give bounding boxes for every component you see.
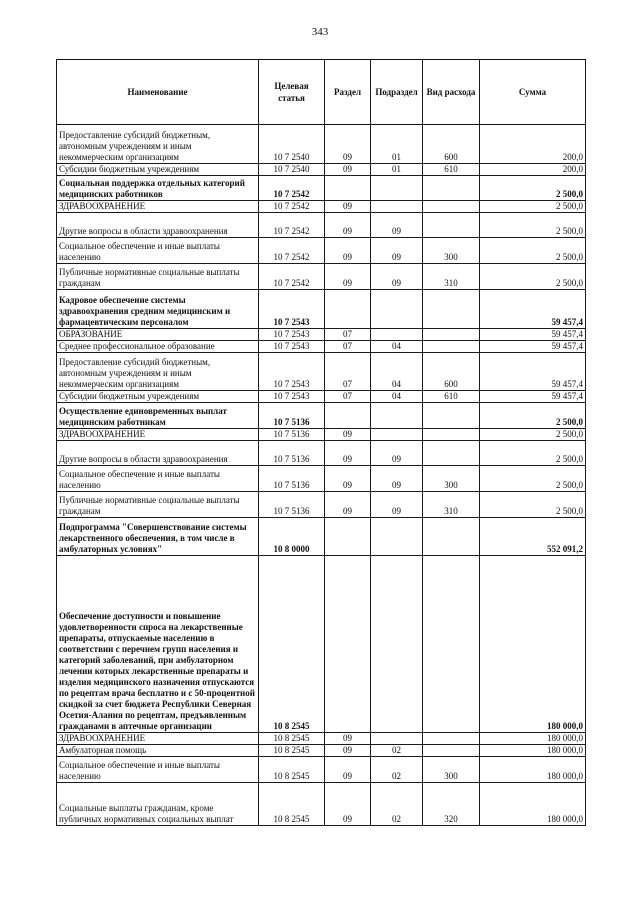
header-subsection: Подраздел bbox=[371, 60, 423, 125]
cell-subsection: 09 bbox=[371, 492, 423, 518]
table-row bbox=[57, 429, 586, 441]
cell-name: Предоставление субсидий бюджетным, автономным учреждениям и иным некоммерческим организациям bbox=[57, 353, 259, 391]
cell-expense-kind bbox=[423, 176, 480, 201]
table-row bbox=[57, 264, 586, 290]
table-row bbox=[57, 518, 586, 556]
header-section: Раздел bbox=[325, 60, 371, 125]
cell-expense-kind bbox=[423, 341, 480, 353]
cell-sum: 2 500,0 bbox=[480, 429, 586, 441]
cell-name: Субсидии бюджетным учреждениям bbox=[57, 164, 259, 176]
cell-section: 09 bbox=[325, 757, 371, 783]
cell-expense-kind: 300 bbox=[423, 238, 480, 264]
cell-expense-kind bbox=[423, 290, 480, 329]
header-target-article: Целевая статья bbox=[259, 60, 325, 125]
cell-section: 09 bbox=[325, 783, 371, 826]
cell-sum: 180 000,0 bbox=[480, 733, 586, 745]
cell-expense-kind bbox=[423, 201, 480, 213]
cell-sum: 552 091,2 bbox=[480, 518, 586, 556]
cell-section: 07 bbox=[325, 391, 371, 403]
cell-subsection: 09 bbox=[371, 466, 423, 492]
cell-section: 09 bbox=[325, 238, 371, 264]
cell-section: 09 bbox=[325, 733, 371, 745]
cell-subsection: 09 bbox=[371, 264, 423, 290]
cell-section: 09 bbox=[325, 213, 371, 238]
cell-expense-kind bbox=[423, 556, 480, 733]
cell-expense-kind: 610 bbox=[423, 164, 480, 176]
cell-name: Другие вопросы в области здравоохранения bbox=[57, 441, 259, 466]
cell-target-article: 10 7 5136 bbox=[259, 441, 325, 466]
cell-expense-kind: 300 bbox=[423, 466, 480, 492]
cell-target-article: 10 8 2545 bbox=[259, 745, 325, 757]
cell-sum: 59 457,4 bbox=[480, 290, 586, 329]
cell-expense-kind bbox=[423, 745, 480, 757]
cell-name: Подпрограмма "Совершенствование системы лекарственного обеспечения, в том числе в амбулаторных условиях" bbox=[57, 518, 259, 556]
cell-name: Социальная поддержка отдельных категорий медицинских работников bbox=[57, 176, 259, 201]
cell-sum: 2 500,0 bbox=[480, 492, 586, 518]
cell-expense-kind: 310 bbox=[423, 264, 480, 290]
cell-section: 09 bbox=[325, 492, 371, 518]
cell-section bbox=[325, 518, 371, 556]
cell-section: 07 bbox=[325, 353, 371, 391]
table-row bbox=[57, 201, 586, 213]
cell-section: 09 bbox=[325, 125, 371, 164]
cell-name: Социальное обеспечение и иные выплаты населению bbox=[57, 466, 259, 492]
table-row bbox=[57, 329, 586, 341]
cell-expense-kind bbox=[423, 441, 480, 466]
cell-subsection bbox=[371, 329, 423, 341]
cell-sum: 2 500,0 bbox=[480, 213, 586, 238]
cell-expense-kind: 600 bbox=[423, 353, 480, 391]
cell-target-article: 10 7 2543 bbox=[259, 341, 325, 353]
cell-sum: 200,0 bbox=[480, 125, 586, 164]
table-row bbox=[57, 238, 586, 264]
cell-name: Кадровое обеспечение системы здравоохранения средним медицинским и фармацевтическим персоналом bbox=[57, 290, 259, 329]
cell-name: Публичные нормативные социальные выплаты гражданам bbox=[57, 264, 259, 290]
cell-sum: 2 500,0 bbox=[480, 176, 586, 201]
cell-subsection: 01 bbox=[371, 125, 423, 164]
table-row bbox=[57, 353, 586, 391]
cell-name: Публичные нормативные социальные выплаты гражданам bbox=[57, 492, 259, 518]
cell-target-article: 10 7 2543 bbox=[259, 391, 325, 403]
cell-subsection: 02 bbox=[371, 783, 423, 826]
cell-target-article: 10 8 2545 bbox=[259, 757, 325, 783]
table-header-row bbox=[57, 60, 586, 125]
cell-subsection bbox=[371, 290, 423, 329]
cell-target-article: 10 7 5136 bbox=[259, 403, 325, 429]
cell-subsection: 09 bbox=[371, 441, 423, 466]
cell-target-article: 10 7 2542 bbox=[259, 176, 325, 201]
cell-target-article: 10 7 2540 bbox=[259, 125, 325, 164]
table-row bbox=[57, 556, 586, 733]
cell-target-article: 10 8 2545 bbox=[259, 783, 325, 826]
cell-expense-kind: 600 bbox=[423, 125, 480, 164]
cell-section: 09 bbox=[325, 466, 371, 492]
cell-target-article: 10 7 2542 bbox=[259, 201, 325, 213]
table-row bbox=[57, 176, 586, 201]
cell-target-article: 10 7 2540 bbox=[259, 164, 325, 176]
table-row bbox=[57, 466, 586, 492]
table-row bbox=[57, 213, 586, 238]
cell-section: 07 bbox=[325, 341, 371, 353]
cell-subsection bbox=[371, 518, 423, 556]
cell-expense-kind bbox=[423, 518, 480, 556]
cell-subsection bbox=[371, 429, 423, 441]
cell-section bbox=[325, 556, 371, 733]
cell-name: Среднее профессиональное образование bbox=[57, 341, 259, 353]
cell-subsection bbox=[371, 733, 423, 745]
budget-table bbox=[56, 59, 586, 826]
table-row bbox=[57, 745, 586, 757]
cell-sum: 59 457,4 bbox=[480, 341, 586, 353]
table-row bbox=[57, 441, 586, 466]
cell-expense-kind: 610 bbox=[423, 391, 480, 403]
cell-section: 09 bbox=[325, 201, 371, 213]
cell-target-article: 10 7 5136 bbox=[259, 466, 325, 492]
cell-name: Предоставление субсидий бюджетным, автономным учреждениям и иным некоммерческим организациям bbox=[57, 125, 259, 164]
cell-target-article: 10 7 5136 bbox=[259, 429, 325, 441]
table-row bbox=[57, 783, 586, 826]
cell-section: 09 bbox=[325, 441, 371, 466]
header-name: Наименование bbox=[57, 60, 259, 125]
cell-sum: 59 457,4 bbox=[480, 353, 586, 391]
table-row bbox=[57, 733, 586, 745]
table-row bbox=[57, 125, 586, 164]
cell-expense-kind bbox=[423, 213, 480, 238]
cell-subsection: 04 bbox=[371, 391, 423, 403]
table-row bbox=[57, 391, 586, 403]
cell-subsection bbox=[371, 176, 423, 201]
cell-expense-kind bbox=[423, 429, 480, 441]
cell-section: 07 bbox=[325, 329, 371, 341]
cell-subsection: 02 bbox=[371, 745, 423, 757]
cell-section: 09 bbox=[325, 429, 371, 441]
cell-subsection: 09 bbox=[371, 213, 423, 238]
cell-expense-kind bbox=[423, 733, 480, 745]
cell-sum: 2 500,0 bbox=[480, 238, 586, 264]
cell-target-article: 10 7 2543 bbox=[259, 353, 325, 391]
cell-name: ЗДРАВООХРАНЕНИЕ bbox=[57, 733, 259, 745]
table-row bbox=[57, 164, 586, 176]
cell-subsection: 02 bbox=[371, 757, 423, 783]
cell-sum: 180 000,0 bbox=[480, 745, 586, 757]
header-expense-kind: Вид расхода bbox=[423, 60, 480, 125]
cell-section bbox=[325, 403, 371, 429]
cell-sum: 59 457,4 bbox=[480, 391, 586, 403]
cell-subsection: 01 bbox=[371, 164, 423, 176]
cell-sum: 2 500,0 bbox=[480, 264, 586, 290]
cell-section: 09 bbox=[325, 745, 371, 757]
cell-subsection bbox=[371, 556, 423, 733]
cell-name: Осуществление единовременных выплат медицинским работникам bbox=[57, 403, 259, 429]
cell-sum: 180 000,0 bbox=[480, 783, 586, 826]
cell-sum: 200,0 bbox=[480, 164, 586, 176]
cell-sum: 2 500,0 bbox=[480, 201, 586, 213]
cell-target-article: 10 7 5136 bbox=[259, 492, 325, 518]
cell-section: 09 bbox=[325, 164, 371, 176]
cell-name: Социальное обеспечение и иные выплаты населению bbox=[57, 757, 259, 783]
cell-sum: 59 457,4 bbox=[480, 329, 586, 341]
cell-name: ЗДРАВООХРАНЕНИЕ bbox=[57, 201, 259, 213]
cell-target-article: 10 7 2542 bbox=[259, 238, 325, 264]
cell-name: Субсидии бюджетным учреждениям bbox=[57, 391, 259, 403]
cell-target-article: 10 8 0000 bbox=[259, 518, 325, 556]
table-body bbox=[57, 125, 586, 826]
page-number: 343 bbox=[311, 26, 329, 38]
table-row bbox=[57, 341, 586, 353]
cell-target-article: 10 7 2543 bbox=[259, 329, 325, 341]
table-row bbox=[57, 492, 586, 518]
cell-section bbox=[325, 290, 371, 329]
cell-target-article: 10 8 2545 bbox=[259, 556, 325, 733]
cell-subsection: 04 bbox=[371, 341, 423, 353]
cell-expense-kind: 300 bbox=[423, 757, 480, 783]
cell-name: Социальные выплаты гражданам, кроме публичных нормативных социальных выплат bbox=[57, 783, 259, 826]
cell-sum: 180 000,0 bbox=[480, 757, 586, 783]
table-row bbox=[57, 290, 586, 329]
cell-target-article: 10 7 2542 bbox=[259, 264, 325, 290]
cell-target-article: 10 7 2542 bbox=[259, 213, 325, 238]
cell-expense-kind bbox=[423, 329, 480, 341]
cell-name: ОБРАЗОВАНИЕ bbox=[57, 329, 259, 341]
cell-subsection: 09 bbox=[371, 238, 423, 264]
cell-target-article: 10 7 2543 bbox=[259, 290, 325, 329]
cell-target-article: 10 8 2545 bbox=[259, 733, 325, 745]
cell-name: Обеспечение доступности и повышение удовлетворенности спроса на лекарственные препараты, отпускаемые населению в соответствии с перечнем групп населения и категорий заболеваний, при амбулаторном лечении которых лекарственные препараты и изделия медицинского назначения отпускаются по рецептам врача бесплатно и с 50-процентной скидкой за счет бюджета Республики Северная Осетия-Алания по рецептам, предъявленным гражданами в аптечные организации bbox=[57, 556, 259, 733]
cell-sum: 2 500,0 bbox=[480, 403, 586, 429]
cell-section: 09 bbox=[325, 264, 371, 290]
cell-subsection: 04 bbox=[371, 353, 423, 391]
cell-subsection bbox=[371, 403, 423, 429]
cell-expense-kind: 310 bbox=[423, 492, 480, 518]
cell-name: Амбулаторная помощь bbox=[57, 745, 259, 757]
cell-section bbox=[325, 176, 371, 201]
cell-sum: 2 500,0 bbox=[480, 441, 586, 466]
cell-name: ЗДРАВООХРАНЕНИЕ bbox=[57, 429, 259, 441]
cell-name: Другие вопросы в области здравоохранения bbox=[57, 213, 259, 238]
cell-expense-kind: 320 bbox=[423, 783, 480, 826]
cell-sum: 180 000,0 bbox=[480, 556, 586, 733]
cell-name: Социальное обеспечение и иные выплаты населению bbox=[57, 238, 259, 264]
header-sum: Сумма bbox=[480, 60, 586, 125]
table-row bbox=[57, 403, 586, 429]
cell-subsection bbox=[371, 201, 423, 213]
cell-expense-kind bbox=[423, 403, 480, 429]
table-row bbox=[57, 757, 586, 783]
cell-sum: 2 500,0 bbox=[480, 466, 586, 492]
